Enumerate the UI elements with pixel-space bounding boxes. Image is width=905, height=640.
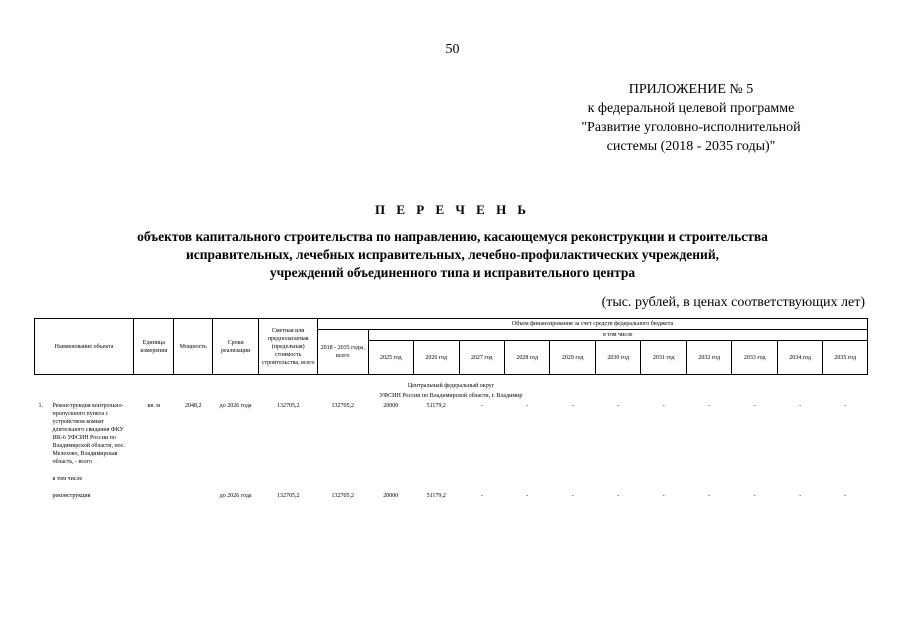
year-value-cell: - — [708, 493, 711, 499]
col-header-year: 2027 год — [459, 341, 504, 375]
including-row — [35, 467, 868, 491]
region-row — [35, 391, 868, 401]
year-value-cell: - — [526, 493, 529, 499]
appendix-line-2: к федеральной целевой программе — [587, 101, 795, 116]
col-header-capacity: Мощность — [174, 319, 212, 375]
col-header-year: 2033 год — [732, 341, 777, 375]
year-value-cell: 20000 — [383, 403, 399, 409]
col-header-financing: Объем финансирования за счет средств федерального бюджета — [318, 319, 868, 330]
title-block — [0, 202, 905, 282]
year-value-cell: - — [617, 403, 620, 409]
total-cell: 132705,2 — [331, 493, 355, 499]
col-header-year: 2029 год — [550, 341, 595, 375]
col-header-year: 2035 год — [823, 341, 868, 375]
year-value-cell: - — [480, 403, 483, 409]
col-header-total: 2018 - 2035 годы, всего — [318, 330, 369, 375]
term-cell: до 2026 года — [219, 493, 252, 499]
appendix-line-4: системы (2018 - 2035 годы)" — [606, 139, 776, 154]
total-cell: 132705,2 — [331, 403, 355, 409]
col-header-year: 2030 год — [595, 341, 640, 375]
col-header-year: 2034 год — [777, 341, 822, 375]
estimated-cost-cell: 132705,2 — [276, 403, 300, 409]
subtitle-line-2: исправительных, лечебных исправительных, лечебно-профилактических учреждений, — [186, 247, 719, 262]
appendix-line-3: "Развитие уголовно-исполнительной — [581, 120, 801, 135]
col-header-name: Наименование объекта — [35, 319, 134, 375]
table-row — [35, 491, 868, 501]
col-header-year: 2032 год — [686, 341, 731, 375]
object-name: Реконструкция контрольно-пропускного пункта с устройством комнат длительного свидания ФКУ ИК-6 УФСИН России по Владимирской области, пос. Мелехово, Владимирская область, - всего — [52, 403, 125, 465]
appendix-line-1: ПРИЛОЖЕНИЕ № 5 — [628, 82, 754, 97]
col-header-year: 2025 год — [368, 341, 413, 375]
year-value-cell: - — [799, 403, 802, 409]
year-value-cell: - — [799, 493, 802, 499]
object-name: реконструкция — [52, 493, 91, 499]
objects-table — [34, 318, 868, 501]
year-value-cell: - — [480, 493, 483, 499]
header-row-1 — [35, 319, 868, 330]
unit-cell — [134, 491, 174, 501]
year-value-cell: 51179,2 — [426, 403, 446, 409]
col-header-year: 2026 год — [414, 341, 459, 375]
district-row — [35, 381, 868, 391]
capacity-cell: 2048,2 — [184, 403, 202, 409]
district-label: Центральный федеральный округ — [407, 383, 495, 389]
year-value-cell: 51179,2 — [426, 493, 446, 499]
year-value-cell: - — [571, 403, 574, 409]
col-header-estimated-cost: Сметная или предполагаемая (предельная) стоимость строительства, всего — [259, 319, 318, 375]
year-value-cell: - — [662, 493, 665, 499]
year-value-cell: - — [617, 493, 620, 499]
units-note: (тыс. рублей, в ценах соответствующих лет) — [601, 295, 865, 310]
year-value-cell: - — [753, 403, 756, 409]
col-header-term: Сроки реализации — [212, 319, 259, 375]
estimated-cost-cell: 132705,2 — [276, 493, 300, 499]
unit-cell: кв. м — [147, 403, 161, 409]
including-label: в том числе — [52, 476, 83, 482]
page-number: 50 — [445, 42, 460, 57]
row-number: 1. — [38, 403, 43, 409]
region-label: УФСИН России по Владимирской области, г. Владимир — [379, 393, 523, 399]
capacity-cell — [174, 491, 212, 501]
table-row — [35, 401, 868, 467]
col-header-year: 2031 год — [641, 341, 686, 375]
document-title: П Е Р Е Ч Е Н Ь — [374, 202, 531, 217]
year-value-cell: - — [526, 403, 529, 409]
object-name-cell — [35, 401, 134, 467]
year-value-cell: - — [844, 493, 847, 499]
year-value-cell: - — [708, 403, 711, 409]
col-header-unit: Единица измерения — [134, 319, 174, 375]
year-value-cell: - — [753, 493, 756, 499]
col-header-including: в том числе — [368, 330, 867, 341]
year-value-cell: - — [571, 493, 574, 499]
col-header-year: 2028 год — [505, 341, 550, 375]
subtitle-line-1: объектов капитального строительства по направлению, касающемуся реконструкции и строительства — [137, 229, 768, 244]
subtitle-line-3: учреждений объединенного типа и исправительного центра — [269, 265, 636, 280]
year-value-cell: - — [844, 403, 847, 409]
appendix-block — [541, 80, 841, 156]
year-value-cell: 20000 — [383, 493, 399, 499]
document-subtitle — [0, 228, 905, 282]
term-cell: до 2026 года — [219, 403, 252, 409]
year-value-cell: - — [662, 403, 665, 409]
